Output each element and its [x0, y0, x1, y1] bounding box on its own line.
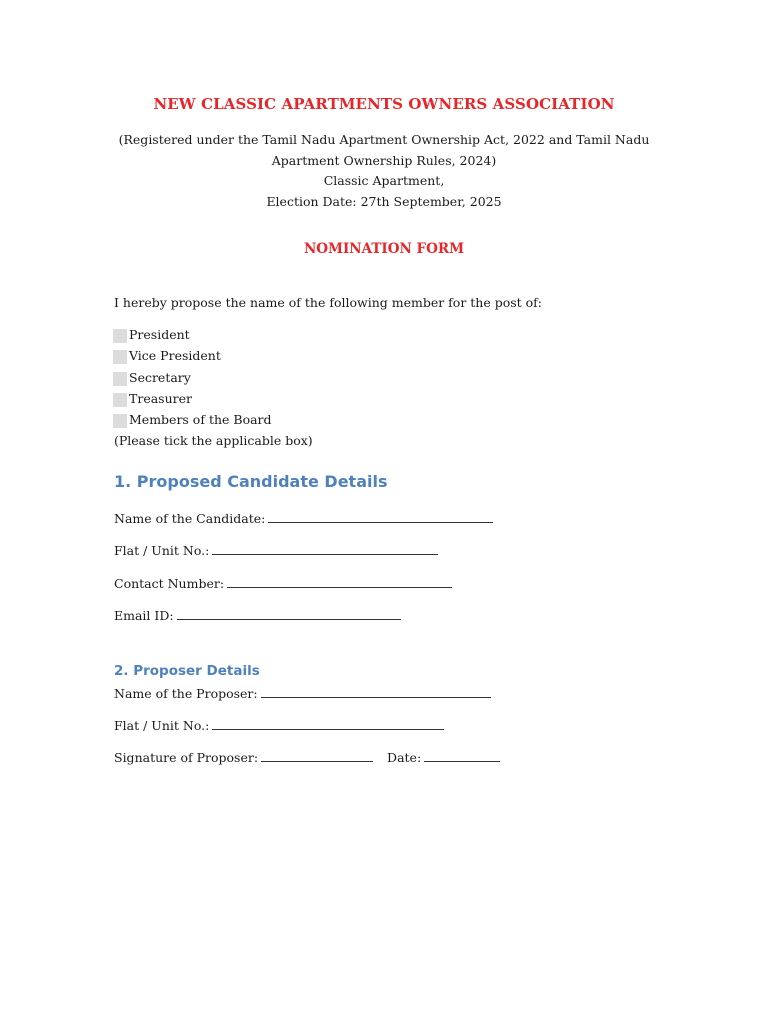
checkbox-icon[interactable] [113, 414, 127, 428]
proposer-signature-input[interactable] [261, 750, 373, 762]
tick-note: (Please tick the applicable box) [114, 433, 313, 448]
candidate-flat-label: Flat / Unit No.: [114, 543, 210, 558]
proposer-signature-label: Signature of Proposer: [114, 750, 259, 765]
candidate-name-label: Name of the Candidate: [114, 511, 266, 526]
registration-info [0, 130, 768, 212]
candidate-name-field [114, 511, 493, 526]
candidate-email-label: Email ID: [114, 608, 174, 623]
proposer-flat-input[interactable] [212, 718, 444, 730]
candidate-contact-label: Contact Number: [114, 576, 225, 591]
proposer-flat-field [114, 718, 444, 733]
candidate-contact-field [114, 576, 452, 591]
candidate-email-input[interactable] [177, 608, 401, 620]
form-title: NOMINATION FORM [303, 241, 465, 257]
proposer-name-label: Name of the Proposer: [114, 686, 258, 701]
checkbox-icon[interactable] [113, 350, 127, 364]
checkbox-icon[interactable] [113, 329, 127, 343]
post-option-label: Secretary [129, 370, 191, 385]
intro-text: I hereby propose the name of the following member for the post of: [114, 295, 543, 310]
post-option-label: Vice President [129, 348, 221, 363]
post-option-label: Treasurer [129, 391, 192, 406]
association-title: NEW CLASSIC APARTMENTS OWNERS ASSOCIATION [153, 95, 615, 113]
proposer-date-input[interactable] [424, 750, 500, 762]
proposer-name-field [114, 686, 491, 701]
post-option-label: Members of the Board [129, 412, 272, 427]
candidate-email-field [114, 608, 401, 623]
candidate-flat-field [114, 543, 438, 558]
candidate-name-input[interactable] [268, 511, 493, 523]
location-line: Classic Apartment, [323, 173, 445, 188]
post-option-label: President [129, 327, 190, 342]
section-2-heading: 2. Proposer Details [114, 663, 260, 679]
checkbox-icon[interactable] [113, 393, 127, 407]
proposer-flat-label: Flat / Unit No.: [114, 718, 210, 733]
proposer-signature-field [114, 750, 500, 765]
candidate-contact-input[interactable] [227, 576, 452, 588]
registration-line-1: (Registered under the Tamil Nadu Apartment Ownership Act, 2022 and Tamil Nadu [118, 132, 650, 147]
candidate-flat-input[interactable] [212, 543, 438, 555]
section-1-heading: 1. Proposed Candidate Details [114, 472, 388, 491]
checkbox-icon[interactable] [113, 372, 127, 386]
proposer-name-input[interactable] [261, 686, 491, 698]
registration-line-2: Apartment Ownership Rules, 2024) [271, 152, 497, 168]
proposer-date-label: Date: [387, 750, 422, 765]
election-date: Election Date: 27th September, 2025 [266, 193, 502, 209]
